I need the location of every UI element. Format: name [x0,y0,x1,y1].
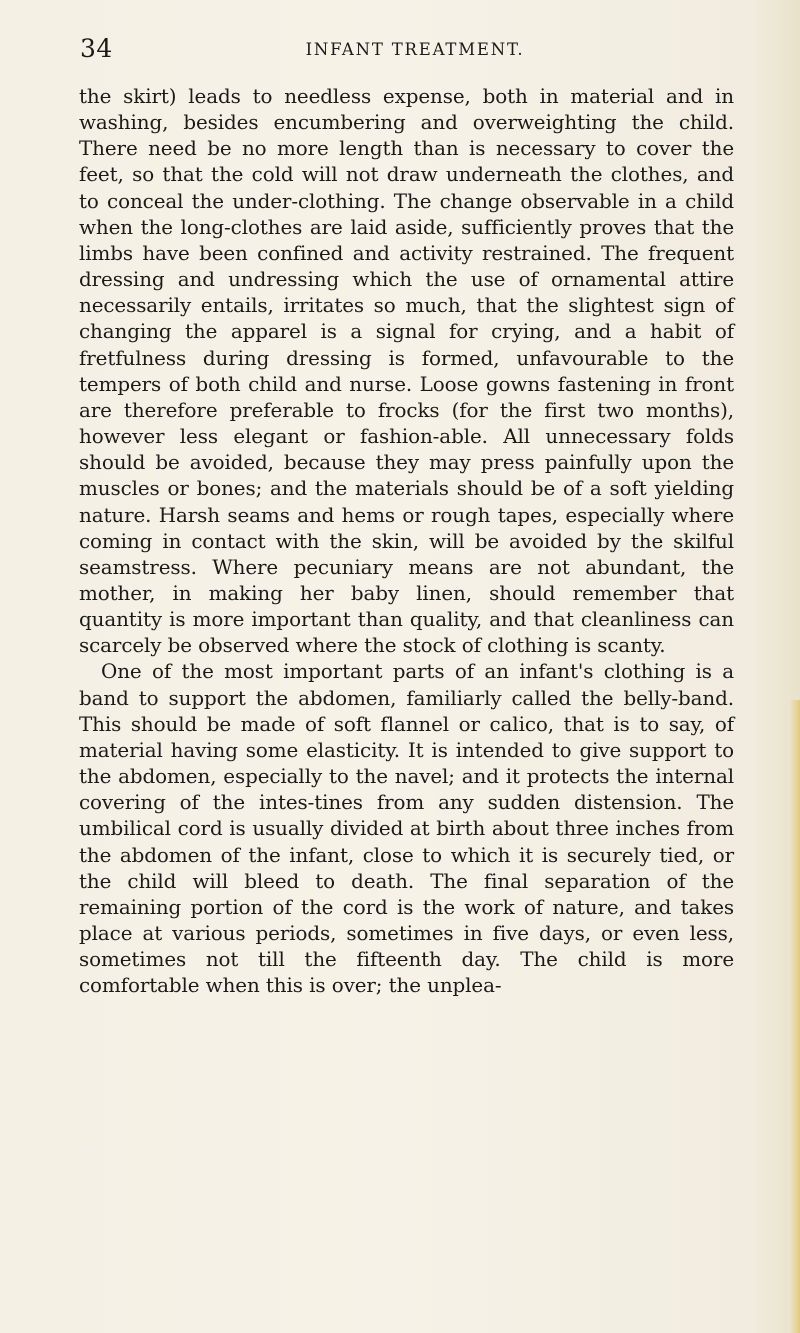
running-head: INFANT TREATMENT. [305,40,525,59]
page-number: 34 [80,34,113,63]
body-text [79,84,734,999]
paragraph-belly-band: One of the most important parts of an infant's clothing is a band to support the abdomen, familiarly called the belly-band. This should be made of soft flannel or calico, that is to say, of material having some elasticity. It is intended to give support to the abdomen, especially to the navel; and it protects the internal covering of the intes-tines from any sudden distension. The umbilical cord is usually divided at birth about three inches from the abdomen of the infant, close to which it is securely tied, or the child will bleed to death. The final separation of the remaining portion of the cord is the work of nature, and takes place at various periods, sometimes in five days, or even less, sometimes not till the fifteenth day. The child is more comfortable when this is over; the unplea- [79,660,734,998]
paragraph-continued: the skirt) leads to needless expense, both in material and in washing, besides encumbering and overweighting the child. There need be no more length than is necessary to cover the feet, so that the cold will not draw underneath the clothes, and to conceal the under-clothing. The change observable in a child when the long-clothes are laid aside, sufficiently proves that the limbs have been confined and activity restrained. The frequent dressing and undressing which the use of ornamental attire necessarily entails, irritates so much, that the slightest sign of changing the apparel is a signal for crying, and a habit of fretfulness during dressing is formed, unfavourable to the tempers of both child and nurse. Loose gowns fastening in front are therefore preferable to frocks (for the first two months), however less elegant or fashion-able. All unnecessary folds should be avoided, because they may press painfully upon the muscles or bones; and the materials should be of a soft yielding nature. Harsh seams and hems or rough tapes, especially where coming in contact with the skin, will be avoided by the skilful seamstress. Where pecuniary means are not abundant, the mother, in making her baby linen, should remember that quantity is more important than quality, and that cleanliness can scarcely be observed where the stock of clothing is scanty. [79,85,734,658]
page-header [80,34,730,64]
page-edge-discoloration [790,700,800,1333]
